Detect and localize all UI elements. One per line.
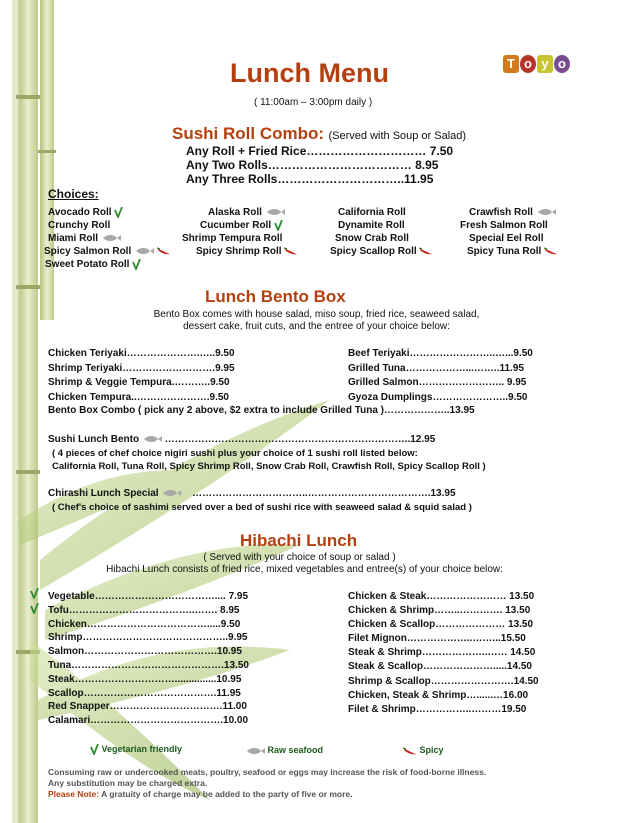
- choice-label: California Roll: [338, 207, 406, 218]
- combo-line: Any Three Rolls…………………………..11.95: [186, 172, 434, 186]
- menu-line: Calamari………………………………….10.00: [48, 715, 249, 727]
- choice-item: [45, 258, 171, 271]
- veg-leaf-icon: [114, 207, 123, 218]
- choice-item: [48, 219, 171, 232]
- menu-line: Steak…………………………...............10.95: [48, 673, 242, 685]
- choices-col-2: [182, 206, 298, 258]
- raw-fish-icon: [536, 208, 556, 216]
- menu-line: Gyoza Dumplings…………………..9.50: [348, 391, 528, 403]
- logo-letter: T: [503, 55, 519, 73]
- sushi-combo-title: Sushi Roll Combo:: [172, 124, 325, 143]
- chili-pepper-icon: [403, 747, 417, 755]
- choice-item: [338, 206, 433, 219]
- chili-pepper-icon: [157, 247, 171, 255]
- note-line: ( 4 pieces of chef choice nigiri sushi plus your choice of 1 sushi roll listed below:: [52, 448, 418, 459]
- toyo-logo: [503, 55, 571, 73]
- menu-line: Steak & Scallop………………….....14.50: [348, 661, 532, 673]
- bento-right-list: [348, 347, 533, 405]
- sushi-bento-label: Sushi Lunch Bento: [48, 434, 140, 445]
- footer-note: [48, 789, 486, 800]
- choices-col-3: [330, 206, 433, 258]
- menu-line: Chicken & Scallop………………… 13.50: [348, 619, 534, 631]
- choice-item: [335, 232, 433, 245]
- menu-line: Chicken, Steak & Shrimp…......…16.00: [348, 689, 529, 701]
- choice-item: [48, 232, 171, 245]
- chili-pepper-icon: [419, 247, 433, 255]
- hours-text: ( 11:00am – 3:00pm daily ): [254, 97, 373, 108]
- footer-notice: [48, 767, 486, 800]
- choice-item: [196, 245, 298, 258]
- sushi-combo-prices: [186, 144, 453, 186]
- logo-letter: o: [554, 55, 570, 73]
- menu-line: Filet Mignon………………..……...15.50: [348, 633, 526, 645]
- sushi-bento-price: ………………………………………………………………..12.95: [164, 434, 436, 445]
- choice-item: [469, 232, 558, 245]
- logo-letter: y: [537, 55, 553, 73]
- hibachi-description: [0, 552, 633, 576]
- choices-col-4: [460, 206, 558, 258]
- veg-leaf-icon: [132, 259, 141, 270]
- choice-label: Alaska Roll: [208, 207, 262, 218]
- choice-item: [467, 245, 558, 258]
- chirashi-label: Chirashi Lunch Special: [48, 488, 159, 499]
- choice-item: [338, 219, 433, 232]
- raw-fish-icon: [265, 208, 285, 216]
- combo-line: Any Roll + Fried Rice………………………… 7.50: [186, 144, 454, 158]
- choice-label: Fresh Salmon Roll: [460, 220, 548, 231]
- menu-line: Beef Teriyaki……………………..…...9.50: [348, 348, 533, 359]
- menu-line: Chicken……………………………….....9.50: [48, 618, 241, 630]
- sushi-bento-line: [48, 434, 435, 445]
- raw-fish-icon: [142, 435, 162, 443]
- menu-line: Chicken & Shrimp……..…………. 13.50: [348, 605, 531, 617]
- veg-leaf-icon: [30, 588, 39, 599]
- choice-item: [460, 219, 558, 232]
- menu-line: Shrimp Teriyaki……………………….9.95: [48, 362, 235, 374]
- choice-label: Spicy Scallop Roll: [330, 246, 417, 257]
- veg-leaf-icon: [274, 220, 283, 231]
- menu-line: Scallop………………………………….11.95: [48, 687, 241, 699]
- menu-line: Chicken & Steak…………………… 13.50: [348, 591, 535, 602]
- bento-desc-line: Bento Box comes with house salad, miso soup, fried rice, seaweed salad,: [153, 309, 480, 320]
- logo-letter: o: [520, 55, 536, 73]
- choice-item: [48, 206, 171, 219]
- chili-pepper-icon: [544, 247, 558, 255]
- hibachi-right-list: [348, 590, 539, 717]
- bento-description: [0, 309, 633, 333]
- menu-line: Chicken Tempura..………………….9.50: [48, 391, 229, 403]
- menu-line: Tofu………………………………..……. 8.95: [48, 604, 240, 616]
- choice-label: Avocado Roll: [48, 207, 112, 218]
- choice-label: Snow Crab Roll: [335, 233, 409, 244]
- footer-line: Any substitution may be charged extra.: [48, 778, 208, 788]
- note-line: California Roll, Tuna Roll, Spicy Shrimp Roll, Snow Crab Roll, Crawfish Roll, Spicy Scallop Roll ): [52, 460, 486, 472]
- legend-spicy: [403, 745, 444, 755]
- footer-line: Consuming raw or undercooked meats, poultry, seafood or eggs may increase the risk of food-borne illness.: [48, 767, 487, 777]
- choice-label: Crunchy Roll: [48, 220, 111, 231]
- legend-spicy-label: Spicy: [419, 745, 444, 755]
- raw-fish-icon: [161, 489, 181, 497]
- choice-item: [330, 245, 433, 258]
- footer-note-label: Please Note:: [48, 789, 100, 799]
- choices-col-1: [44, 206, 171, 271]
- hibachi-title: Hibachi Lunch: [240, 531, 358, 550]
- choice-label: Crawfish Roll: [469, 207, 533, 218]
- choice-label: Dynamite Roll: [338, 220, 405, 231]
- hibachi-left-list: [48, 590, 249, 728]
- chirashi-line: [48, 488, 456, 499]
- legend-veg-label: Vegetarian friendly: [101, 744, 183, 754]
- choice-item: [200, 219, 298, 232]
- choice-label: Shrimp Tempura Roll: [182, 233, 283, 244]
- menu-line: Filet & Shrimp……………..………19.50: [348, 703, 527, 715]
- legend-raw-label: Raw seafood: [267, 745, 324, 755]
- sushi-bento-note: [52, 448, 486, 473]
- choice-label: Spicy Shrimp Roll: [196, 246, 282, 257]
- raw-fish-icon: [245, 747, 265, 755]
- legend-raw: [245, 745, 323, 755]
- menu-line: Grilled Tuna………………...……..11.95: [348, 362, 524, 374]
- choice-label: Miami Roll: [48, 233, 99, 244]
- bento-desc-line: dessert cake, fruit cuts, and the entree of your choice below:: [183, 321, 450, 332]
- menu-line: Red Snapper…………………………….11.00: [48, 701, 247, 713]
- choice-item: [182, 232, 298, 245]
- chirashi-note: ( Chef's choice of sashimi served over a bed of sushi rice with seaweed salad & squid salad ): [52, 502, 472, 513]
- menu-line: Vegetable……………………………….... 7.95: [48, 591, 249, 602]
- choice-label: Spicy Tuna Roll: [467, 246, 542, 257]
- chili-pepper-icon: [284, 247, 298, 255]
- bento-left-list: [48, 347, 235, 405]
- raw-fish-icon: [134, 247, 154, 255]
- menu-line: Shrimp & Veggie Tempura.………..9.50: [48, 377, 230, 388]
- menu-line: Tuna……………………………………….13.50: [48, 659, 249, 671]
- menu-line: Salmon………………………………….10.95: [48, 646, 242, 658]
- sushi-combo-heading: [172, 124, 466, 144]
- menu-line: Shrimp……………………………………..9.95: [48, 632, 248, 644]
- chirashi-price: ……………………………..……………………………….13.95: [192, 488, 456, 499]
- choice-label: Spicy Salmon Roll: [44, 246, 132, 257]
- choice-label: Special Eel Roll: [469, 233, 544, 244]
- hibachi-desc-line: Hibachi Lunch consists of fried rice, mixed vegetables and entree(s) of your choice below:: [106, 564, 503, 575]
- page-title: Lunch Menu: [230, 58, 389, 88]
- choice-item: [208, 206, 298, 219]
- choice-label: Cucumber Roll: [200, 220, 272, 231]
- footer-note-text: A gratuity of charge may be added to the party of five or more.: [99, 789, 353, 799]
- bento-combo-line: Bento Box Combo ( pick any 2 above, $2 extra to include Grilled Tuna )………………..13.95: [48, 405, 475, 416]
- hibachi-veg-markers: [30, 588, 39, 614]
- hibachi-desc-line: ( Served with your choice of soup or salad ): [203, 552, 396, 563]
- combo-line: Any Two Rolls……………………………… 8.95: [186, 158, 439, 172]
- veg-leaf-icon: [90, 744, 99, 755]
- legend-veg: [90, 744, 182, 755]
- veg-leaf-icon: [30, 603, 39, 614]
- choices-label: Choices:: [48, 187, 99, 201]
- menu-line: Grilled Salmon…………………….. 9.95: [348, 377, 527, 388]
- choice-label: Sweet Potato Roll: [45, 259, 130, 270]
- sushi-combo-note: (Served with Soup or Salad): [328, 130, 467, 142]
- menu-line: Steak & Shrimp………………..…… 14.50: [348, 647, 536, 659]
- choice-item: [469, 206, 558, 219]
- menu-line: Shrimp & Scallop…………………….14.50: [348, 675, 539, 687]
- menu-line: Chicken Teriyaki………………….…..9.50: [48, 348, 235, 359]
- raw-fish-icon: [101, 234, 121, 242]
- choice-item: [44, 245, 171, 258]
- bento-title: Lunch Bento Box: [205, 287, 346, 306]
